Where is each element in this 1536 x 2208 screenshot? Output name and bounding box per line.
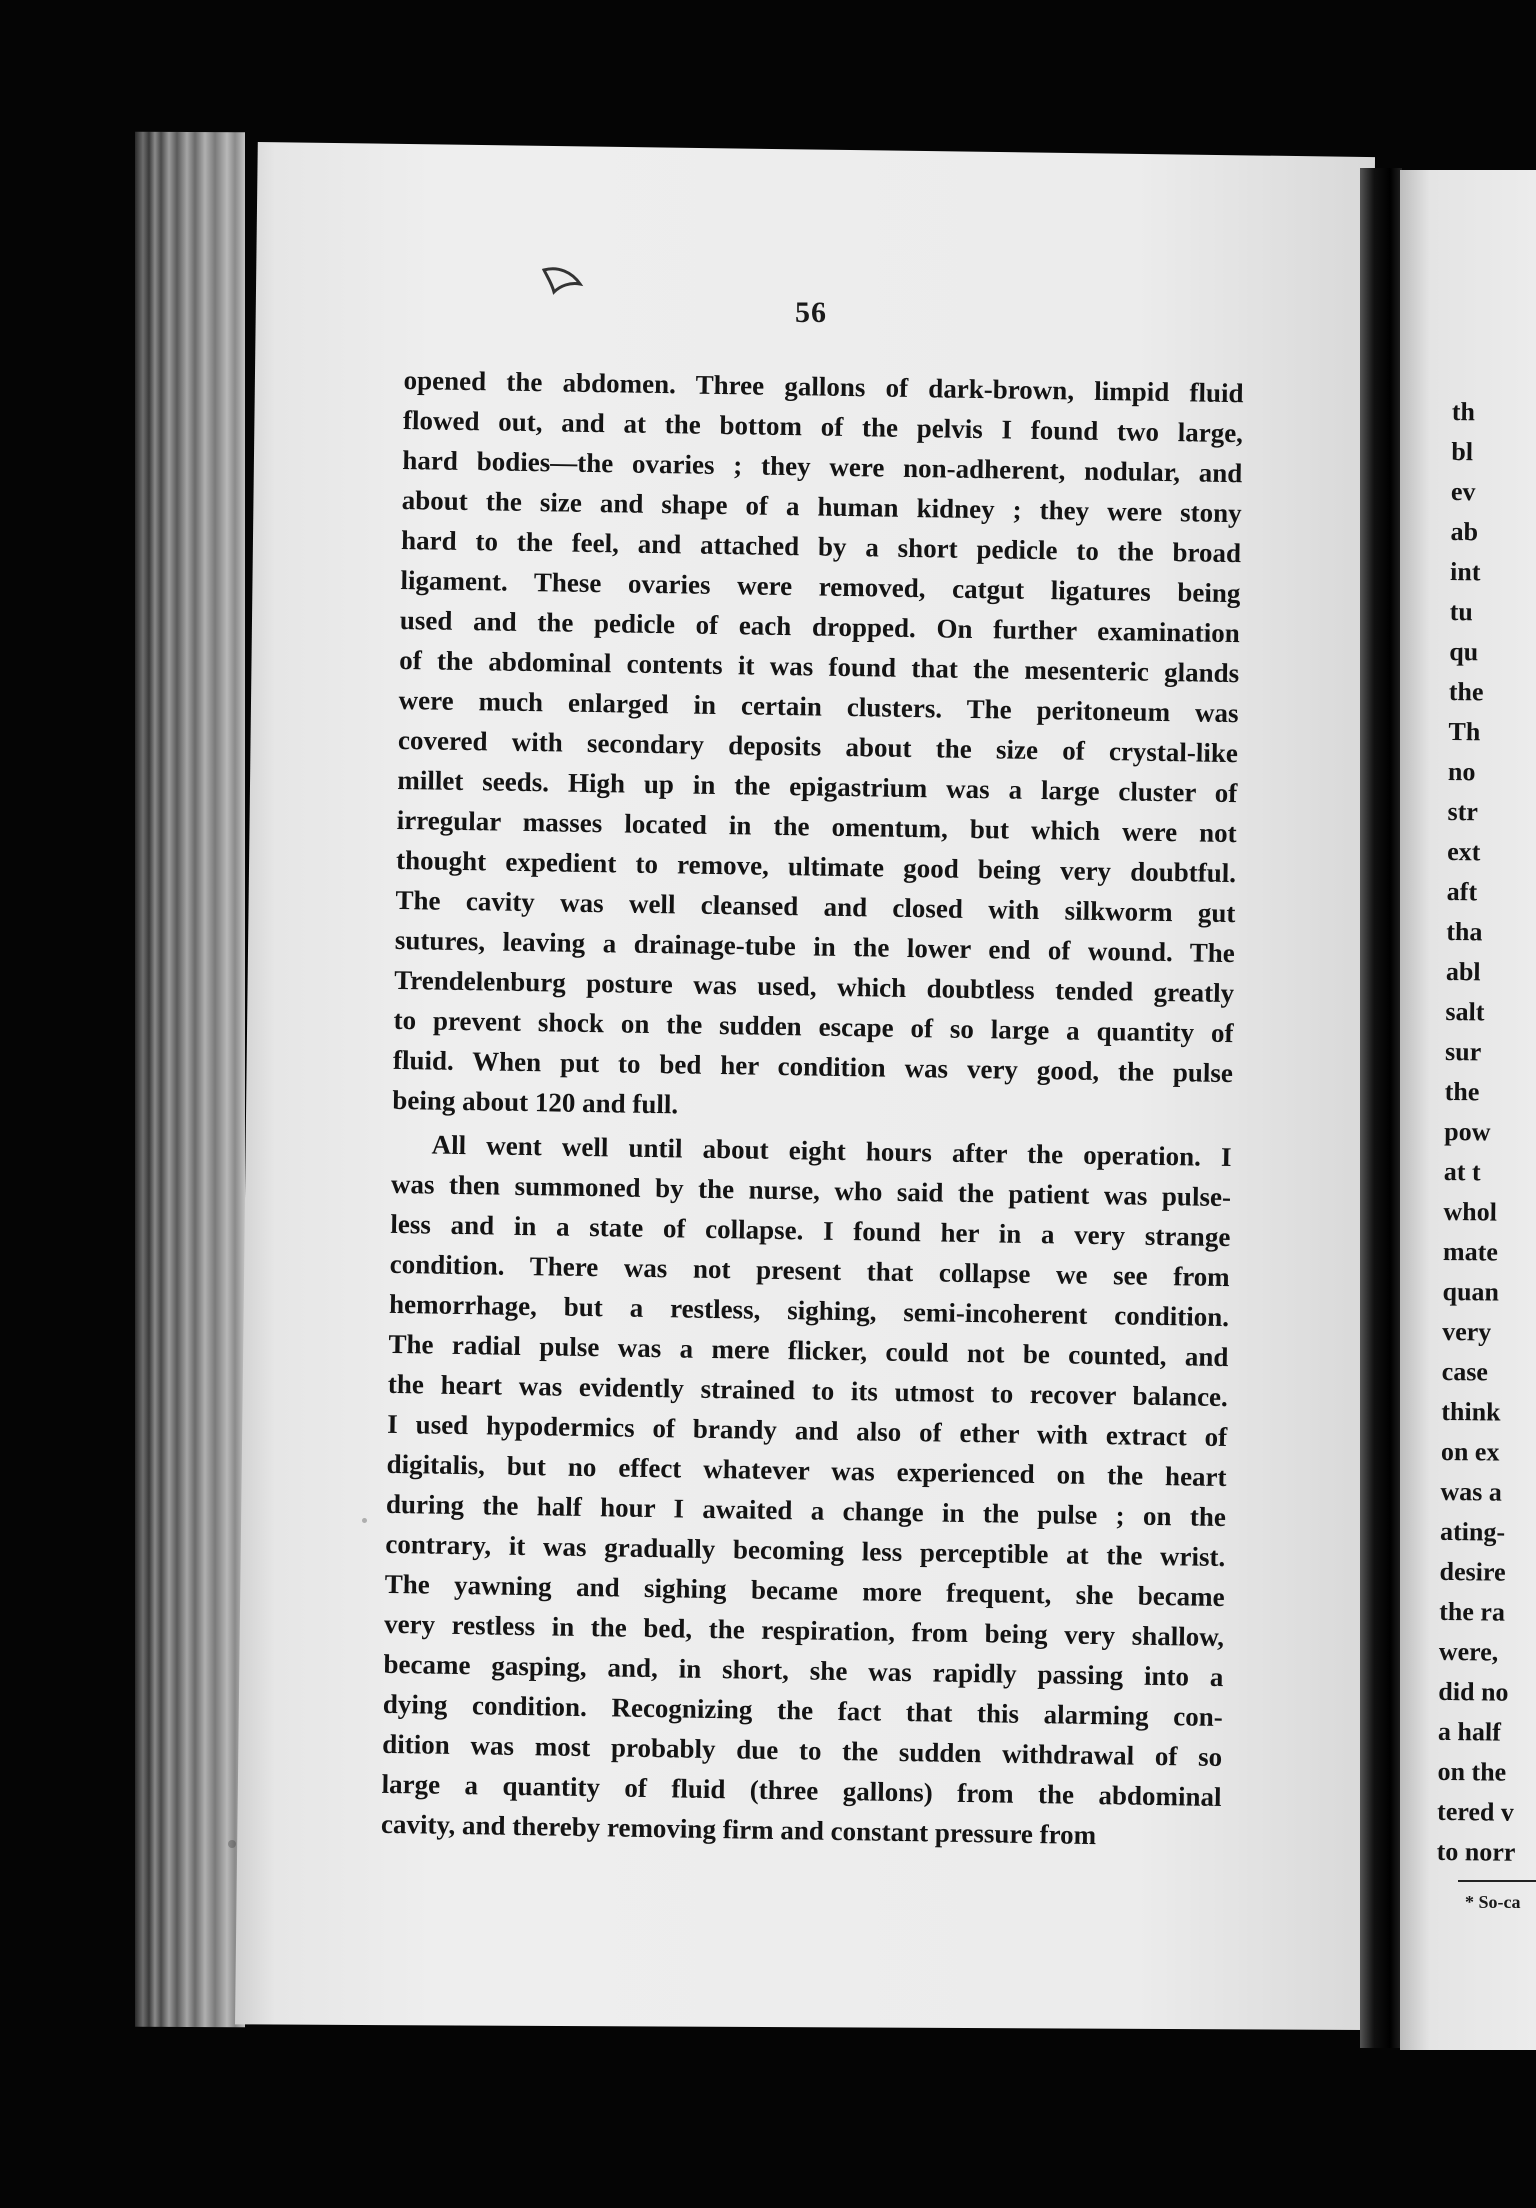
- right-page-line: ext: [1447, 836, 1481, 867]
- book-gutter: [1360, 168, 1402, 2048]
- text-line: contrary, it was gradually becoming less perceptible at the wrist.: [385, 1528, 1226, 1573]
- right-page-line: quan: [1442, 1276, 1500, 1307]
- right-page-line: were,: [1438, 1636, 1499, 1667]
- text-line: fluid. When put to bed her condition was very good, the pulse: [392, 1044, 1234, 1089]
- text-line: about the size and shape of a human kidney ; they were stony: [401, 484, 1242, 529]
- text-line: covered with secondary deposits about the size of crystal-like: [397, 724, 1239, 769]
- text-line: irregular masses located in the omentum, but which were not: [396, 804, 1237, 849]
- text-line: The cavity was well cleansed and closed with silkworm gut: [395, 884, 1236, 929]
- right-page-line: a half: [1437, 1716, 1501, 1747]
- text-line: hemorrhage, but a restless, sighing, semi-incoherent condition.: [388, 1288, 1230, 1333]
- right-page-line: ab: [1450, 516, 1479, 547]
- text-line: used and the pedicle of each dropped. On further examination: [399, 604, 1241, 649]
- right-page-text-fragment: [1437, 392, 1536, 1873]
- right-page-line: at t: [1443, 1156, 1481, 1187]
- right-page-line: bl: [1451, 436, 1474, 467]
- right-page-line: pow: [1444, 1116, 1491, 1147]
- right-page-line: aft: [1446, 876, 1478, 907]
- right-page-line: to norr: [1436, 1836, 1516, 1867]
- text-line: less and in a state of collapse. I found her in a very strange: [390, 1208, 1231, 1253]
- right-page-line: tha: [1446, 916, 1483, 947]
- right-page-line: did no: [1438, 1676, 1509, 1707]
- right-page-line: ating-: [1439, 1516, 1506, 1547]
- text-line: the heart was evidently strained to its utmost to recover balance.: [387, 1368, 1229, 1413]
- text-line: hard to the feel, and attached by a short pedicle to the broad: [400, 524, 1242, 569]
- footnote-rule: [1458, 1880, 1536, 1882]
- right-page-line: tu: [1449, 596, 1473, 627]
- right-page-line: think: [1441, 1396, 1501, 1427]
- text-line: millet seeds. High up in the epigastrium was a large cluster of: [397, 764, 1238, 809]
- page-number: 56: [795, 296, 827, 329]
- right-page-line: mate: [1442, 1236, 1499, 1267]
- text-line: condition. There was not present that collapse we see from: [389, 1248, 1230, 1293]
- right-page-line: on the: [1437, 1756, 1507, 1787]
- text-line: opened the abdomen. Three gallons of dark-brown, limpid fluid: [403, 364, 1244, 409]
- right-page-line: very: [1442, 1316, 1492, 1347]
- ink-smudge: [362, 1518, 367, 1523]
- text-line: was then summoned by the nurse, who said the patient was pulse-: [390, 1168, 1232, 1213]
- right-page-line: int: [1449, 556, 1481, 587]
- right-page-line: case: [1441, 1356, 1489, 1387]
- right-page-line: the: [1444, 1076, 1480, 1107]
- right-page-line: whol: [1443, 1196, 1498, 1227]
- text-line: flowed out, and at the bottom of the pelvis I found two large,: [402, 404, 1244, 449]
- text-line: dying condition. Recognizing the fact that this alarming con-: [382, 1688, 1224, 1733]
- text-line: cavity, and thereby removing firm and constant pressure from: [380, 1808, 1097, 1851]
- text-line: became gasping, and, in short, she was rapidly passing into a: [383, 1648, 1224, 1693]
- text-line: hard bodies—the ovaries ; they were non-adherent, nodular, and: [402, 444, 1243, 489]
- text-line: Trendelenburg posture was used, which doubtless tended greatly: [394, 964, 1235, 1009]
- text-line: dition was most probably due to the sudden withdrawal of so: [382, 1728, 1223, 1773]
- text-line: digitalis, but no effect whatever was experienced on the heart: [386, 1448, 1227, 1493]
- text-line: sutures, leaving a drainage-tube in the lower end of wound. The: [394, 924, 1236, 969]
- text-line: large a quantity of fluid (three gallons) from the abdominal: [381, 1768, 1222, 1813]
- text-line: were much enlarged in certain clusters. The peritoneum was: [398, 684, 1239, 729]
- right-page-line: abl: [1445, 956, 1481, 987]
- right-page-line: salt: [1445, 996, 1485, 1027]
- text-line: very restless in the bed, the respiration, from being very shallow,: [383, 1608, 1225, 1653]
- text-line: thought expedient to remove, ultimate good being very doubtful.: [395, 844, 1237, 889]
- right-page-line: ev: [1450, 476, 1476, 507]
- body-text: [381, 360, 1244, 1857]
- right-page-line: no: [1447, 756, 1476, 787]
- right-page-line: qu: [1449, 636, 1479, 667]
- right-page-line: str: [1447, 796, 1479, 827]
- text-line: of the abdominal contents it was found that the mesenteric glands: [399, 644, 1240, 689]
- pencil-mark-icon: [540, 262, 600, 302]
- text-line: The radial pulse was a mere flicker, could not be counted, and: [388, 1328, 1229, 1373]
- right-page-line: sur: [1444, 1036, 1482, 1067]
- right-page-footnote: * So-ca: [1465, 1892, 1521, 1912]
- text-line: All went well until about eight hours after the operation. I: [431, 1129, 1232, 1173]
- right-page-line: the ra: [1439, 1596, 1506, 1627]
- right-page-line: desire: [1439, 1556, 1506, 1587]
- right-page-line: the: [1448, 676, 1484, 707]
- text-line: I used hypodermics of brandy and also of ether with extract of: [387, 1408, 1228, 1453]
- right-page-line: was a: [1440, 1476, 1503, 1507]
- right-page-line: tered v: [1436, 1796, 1515, 1827]
- text-line: to prevent shock on the sudden escape of so large a quantity of: [393, 1004, 1234, 1049]
- text-line: ligament. These ovaries were removed, catgut ligatures being: [400, 564, 1241, 609]
- text-line: during the half hour I awaited a change in the pulse ; on the: [385, 1488, 1227, 1533]
- right-page-line: on ex: [1440, 1436, 1500, 1467]
- book-page-edges: [135, 132, 245, 2028]
- text-line: The yawning and sighing became more frequent, she became: [384, 1568, 1225, 1613]
- ink-smudge: [228, 1840, 236, 1848]
- right-page-line: Th: [1448, 716, 1481, 747]
- text-line: being about 120 and full.: [392, 1084, 679, 1120]
- right-page-line: th: [1451, 396, 1476, 427]
